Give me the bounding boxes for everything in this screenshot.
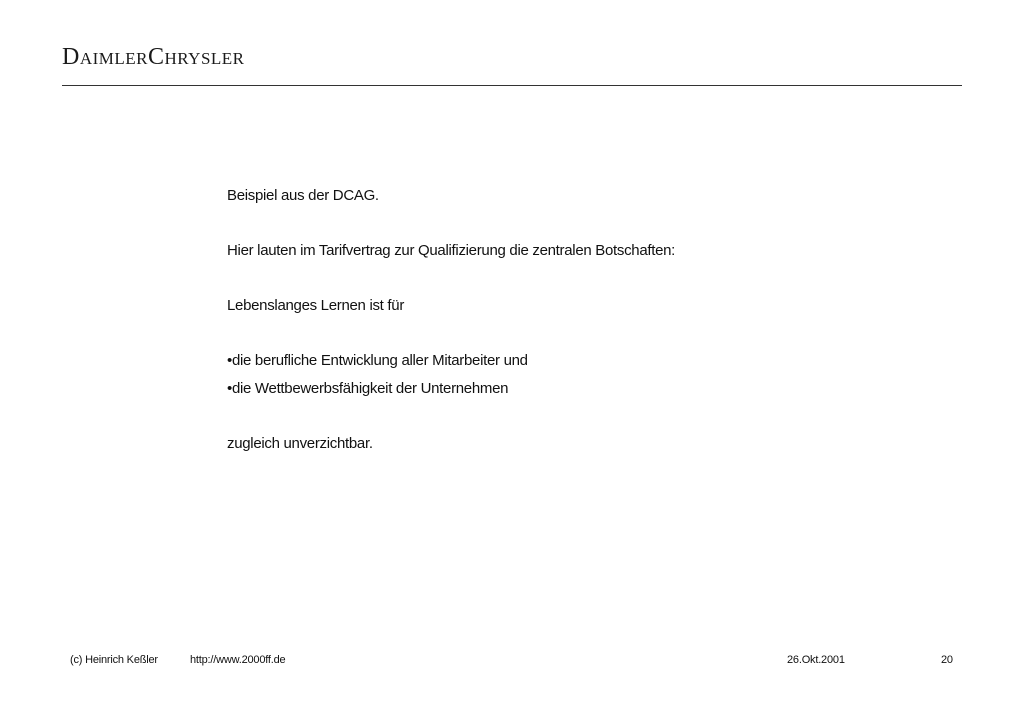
company-logo: DaimlerChrysler [62, 44, 245, 70]
lifelong-learning-text: Lebenslanges Lernen ist für [227, 297, 405, 314]
footer-copyright: (c) Heinrich Keßler [70, 654, 158, 666]
footer-url-link[interactable]: http://www.2000ff.de [190, 654, 286, 666]
intro-text: Beispiel aus der DCAG. [227, 187, 379, 204]
bullet-item: •die Wettbewerbsfähigkeit der Unternehmen [227, 380, 509, 397]
header-divider [62, 85, 962, 86]
closing-text: zugleich unverzichtbar. [227, 435, 373, 452]
footer-date: 26.Okt.2001 [787, 654, 845, 666]
bullet-item: •die berufliche Entwicklung aller Mitarbeiter und [227, 352, 528, 369]
message-text: Hier lauten im Tarifvertrag zur Qualifizierung die zentralen Botschaften: [227, 242, 676, 259]
page-number: 20 [941, 654, 953, 666]
